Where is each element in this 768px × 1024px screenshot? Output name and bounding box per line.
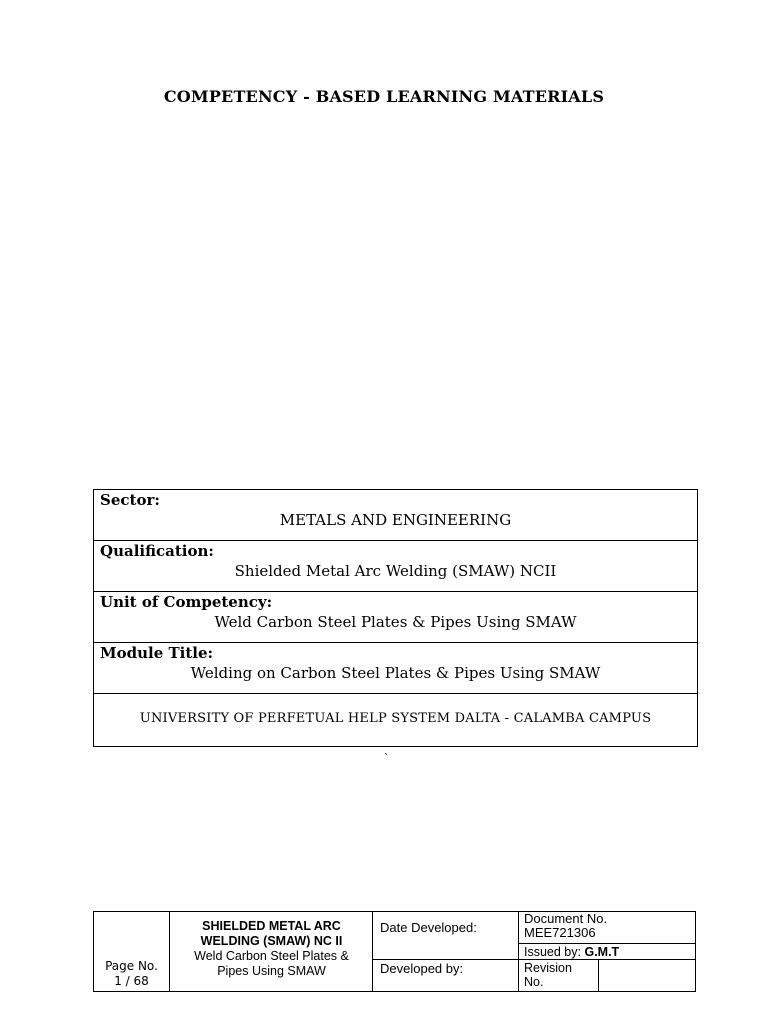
- footer-divider: [518, 943, 695, 944]
- revision-label: No.: [524, 975, 544, 989]
- qualification-line: WELDING (SMAW) NC II: [200, 934, 343, 948]
- page-title: COMPETENCY - BASED LEARNING MATERIALS: [163, 87, 605, 106]
- unit-of-competency-value: Weld Carbon Steel Plates & Pipes Using SMAW: [214, 613, 577, 631]
- footer-divider: [598, 960, 599, 991]
- unit-of-competency-label: Unit of Competency:: [100, 593, 273, 611]
- footer-divider: [518, 912, 519, 991]
- issued-by-label: Issued by:: [524, 945, 581, 959]
- document-number-value: MEE721306: [524, 925, 596, 940]
- revision-label: Revision: [524, 961, 572, 975]
- module-info-table: [93, 489, 698, 747]
- page-number-value: 1 / 68: [114, 974, 149, 988]
- document-number-label: Document No.: [524, 911, 608, 926]
- developed-by-label: Developed by:: [380, 961, 464, 976]
- stray-mark: `: [384, 752, 390, 765]
- module-title-label: Module Title:: [100, 644, 214, 662]
- university-name: UNIVERSITY OF PERFETUAL HELP SYSTEM DALTA - CALAMBA CAMPUS: [139, 711, 652, 726]
- date-developed-label: Date Developed:: [380, 920, 477, 935]
- qualification-label: Qualification:: [100, 542, 214, 560]
- sector-value: METALS AND ENGINEERING: [279, 511, 512, 529]
- revision-cell: [524, 961, 572, 989]
- document-number-cell: [524, 912, 607, 940]
- footer-divider: [372, 959, 695, 960]
- qualification-value: Shielded Metal Arc Welding (SMAW) NCII: [234, 562, 557, 580]
- issued-by-value: G.M.T: [584, 945, 620, 959]
- module-title-row: [94, 643, 697, 694]
- module-title-value: Welding on Carbon Steel Plates & Pipes Using SMAW: [190, 664, 601, 682]
- issued-by-cell: [524, 945, 619, 959]
- unit-line: Pipes Using SMAW: [217, 964, 326, 978]
- page-number-label: Page No.: [105, 959, 158, 973]
- qualification-line: SHIELDED METAL ARC: [202, 919, 341, 933]
- qualification-row: [94, 541, 697, 592]
- unit-line: Weld Carbon Steel Plates &: [194, 949, 349, 963]
- sector-row: [94, 490, 697, 541]
- university-row: [94, 694, 697, 746]
- page-number-cell: [94, 959, 169, 989]
- qualification-cell: [170, 919, 373, 979]
- document-footer-table: [93, 911, 696, 992]
- sector-label: Sector:: [100, 491, 160, 509]
- unit-of-competency-row: [94, 592, 697, 643]
